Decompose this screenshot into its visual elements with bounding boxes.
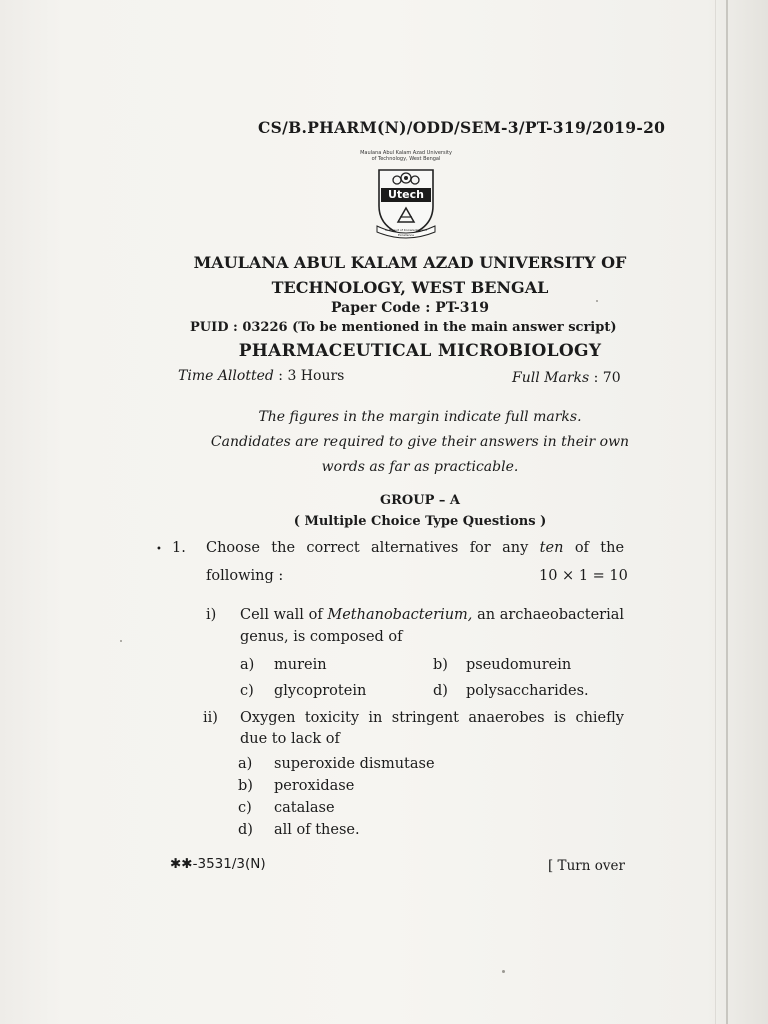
page-edge xyxy=(726,0,728,1024)
footer-serial: ✱✱-3531/3(N) xyxy=(170,856,266,872)
university-name-line1: MAULANA ABUL KALAM AZAD UNIVERSITY OF xyxy=(193,253,627,272)
option-label: c) xyxy=(238,800,252,816)
question-text xyxy=(206,540,624,556)
option-label: d) xyxy=(238,822,253,838)
instruction-line: words as far as practicable. xyxy=(321,459,519,475)
question-marks: 10 × 1 = 10 xyxy=(539,568,628,584)
instruction-line: The figures in the margin indicate full marks. xyxy=(258,409,582,425)
option-label: b) xyxy=(433,657,448,673)
question-text-part: of the xyxy=(574,540,625,556)
margin-dot: • xyxy=(156,544,162,555)
sub-question-number: i) xyxy=(206,607,217,623)
question-text-line2: following : xyxy=(206,568,284,584)
option-text: all of these. xyxy=(274,822,360,838)
logo-motto: In Pursuit of Knowledge and Excellence xyxy=(385,228,427,237)
option-text: polysaccharides. xyxy=(466,683,589,699)
full-marks xyxy=(512,370,621,386)
scan-speck xyxy=(596,300,598,302)
sub-question-number: ii) xyxy=(203,710,218,726)
marks-value: : 70 xyxy=(589,370,621,386)
time-label: Time Allotted xyxy=(178,368,274,384)
option-label: b) xyxy=(238,778,253,794)
option-text: catalase xyxy=(274,800,335,816)
option-text: murein xyxy=(274,657,327,673)
sub-question-text: Oxygen toxicity in stringent anaerobes is chiefly xyxy=(240,710,624,726)
option-label: a) xyxy=(238,756,253,772)
page-edge-shadow xyxy=(715,0,716,1024)
time-value: : 3 Hours xyxy=(273,368,345,384)
option-label: a) xyxy=(240,657,255,673)
group-title: GROUP – A xyxy=(380,493,460,508)
sub-question-text-part: Cell wall of xyxy=(240,607,323,623)
marks-label: Full Marks xyxy=(512,370,590,386)
option-label: c) xyxy=(240,683,254,699)
question-number: 1. xyxy=(172,540,186,556)
question-text-part: Choose the correct alternatives for any xyxy=(206,540,529,556)
university-name xyxy=(150,250,670,300)
option-text: glycoprotein xyxy=(274,683,367,699)
puid: PUID : 03226 (To be mentioned in the main answer script) xyxy=(190,320,617,335)
sub-question-text-line2: genus, is composed of xyxy=(240,629,403,645)
option-text: pseudomurein xyxy=(466,657,572,673)
option-text: peroxidase xyxy=(274,778,355,794)
paper-code: Paper Code : PT-319 xyxy=(331,300,489,316)
question-text-emphasis: ten xyxy=(539,540,564,556)
logo-caption: Maulana Abul Kalam Azad University of Technology, West Bengal xyxy=(360,150,452,162)
subject-title: PHARMACEUTICAL MICROBIOLOGY xyxy=(238,341,602,361)
scan-speck xyxy=(120,640,122,642)
university-name-line2: TECHNOLOGY, WEST BENGAL xyxy=(271,278,549,297)
sub-question-text-line2: due to lack of xyxy=(240,731,340,747)
sub-question-text xyxy=(240,604,624,627)
sub-question-text-emphasis: Methanobacterium, xyxy=(327,607,473,623)
option-text: superoxide dismutase xyxy=(274,756,435,772)
scan-speck xyxy=(502,970,505,973)
instruction-line: Candidates are required to give their answers in their own xyxy=(210,434,630,450)
footer-turn-over: [ Turn over xyxy=(548,858,625,874)
group-subtitle: ( Multiple Choice Type Questions ) xyxy=(293,514,547,529)
group-heading xyxy=(150,490,690,532)
paper-code-header: CS/B.PHARM(N)/ODD/SEM-3/PT-319/2019-20 xyxy=(258,118,666,137)
logo-shield-icon xyxy=(375,166,437,236)
logo-name: Utech xyxy=(387,188,424,201)
university-logo xyxy=(358,150,454,246)
time-allotted xyxy=(178,368,344,384)
sub-question-text-part: an archaeobacterial xyxy=(477,607,625,623)
option-label: d) xyxy=(433,683,448,699)
instructions xyxy=(150,405,690,480)
